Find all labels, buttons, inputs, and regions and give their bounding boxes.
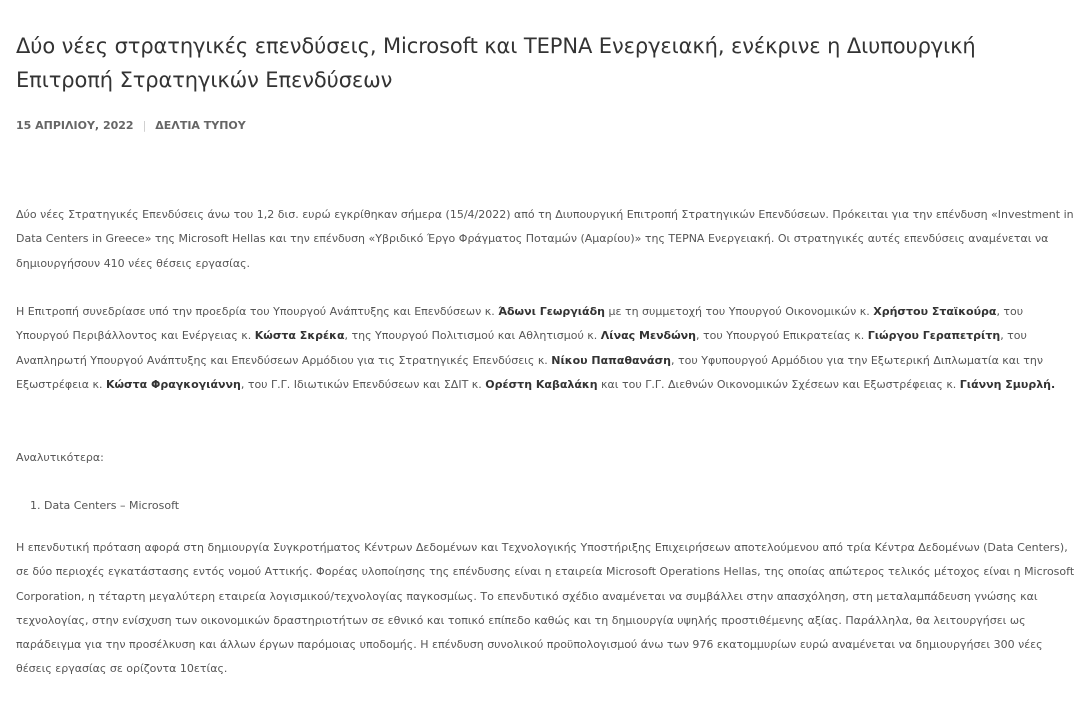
minister-name: Νίκου Παπαθανάση — [551, 353, 672, 367]
publish-date: 15 ΑΠΡΙΛΙΟΥ, 2022 — [16, 119, 134, 132]
text-segment: και του Γ.Γ. Διεθνών Οικονομικών Σχέσεων και Εξωστρέφειας κ. — [597, 377, 960, 391]
microsoft-paragraph: Η επενδυτική πρόταση αφορά στη δημιουργία Συγκροτήματος Κέντρων Δεδομένων και Τεχνολογικής Υποστήριξης Επιχειρήσεων αποτελούμενου από τρία Κέντρα Δεδομένων (Data Centers), σε δύο περιοχές εγκατάστασης εντός νομού Αττικής. Φορέας υλοποίησης της επένδυσης είναι η εταιρεία Microsoft Operations Hellas, της οποίας απώτερος τελικός μέτοχος είναι η Microsoft Corporation, η τέταρτη μεγαλύτερη εταιρεία λογισμικού/τεχνολογίας παγκοσμίως. Το επενδυτικό σχέδιο αναμένεται να συμβάλλει στην απασχόληση, στη μεταλαμπάδευση γνώσης και τεχνολογίας, στην ενίσχυση των οικονομικών δραστηριοτήτων σε εθνικό και τοπικό επίπεδο καθώς και τη δημιουργία υψηλής προστιθέμενης αξίας. Παράλληλα, θα λειτουργήσει ως παράδειγμα για την προσέλκυση και άλλων έργων παρόμοιας υποδομής. Η επένδυση συνολικού προϋπολογισμού άνω των 976 εκατομμυρίων ευρώ αναμένεται να δημιουργήσει 300 νέες θέσεις εργασίας σε ορίζοντα 10ετίας. — [16, 541, 1075, 676]
investment-list — [30, 494, 179, 518]
minister-name: Ορέστη Καβαλάκη — [485, 377, 598, 391]
text-segment: , του Υπουργού Περιβάλλοντος και Ενέργειας κ. — [16, 305, 1024, 343]
list-item: 1. Data Centers – Microsoft — [30, 499, 180, 512]
article-title: Δύο νέες στρατηγικές επενδύσεις, Microsoft και ΤΕΡΝΑ Ενεργειακή, ενέκρινε η Διυπουργική Επιτροπή Στρατηγικών Επενδύσεων — [16, 34, 976, 92]
minister-name: Γιώργου Γεραπετρίτη — [867, 329, 1001, 343]
details-heading: Αναλυτικότερα: — [16, 451, 104, 464]
text-segment: , του Γ.Γ. Ιδιωτικών Επενδύσεων και ΣΔΙΤ κ. — [240, 377, 486, 391]
text-segment: με τη συμμετοχή του Υπουργού Οικονομικών κ. — [605, 305, 874, 318]
minister-name: Κώστα Σκρέκα — [254, 329, 345, 343]
minister-name: Άδωνι Γεωργιάδη — [498, 305, 606, 318]
text-segment: , του Αναπληρωτή Υπουργού Ανάπτυξης και Επενδύσεων Αρμόδιου για τις Στρατηγικές Επενδύσεις κ. — [16, 329, 1027, 367]
committee-paragraph — [16, 300, 1076, 397]
minister-name: Κώστα Φραγκογιάννη — [105, 377, 241, 391]
text-segment: Η Επιτροπή συνεδρίασε υπό την προεδρία του Υπουργού Ανάπτυξης και Επενδύσεων κ. — [16, 305, 499, 318]
text-segment: , της Υπουργού Πολιτισμού και Αθλητισμού κ. — [344, 329, 601, 343]
article-meta — [16, 118, 246, 134]
minister-name: Λίνας Μενδώνη — [600, 329, 696, 343]
minister-name: Γιάννη Σμυρλή. — [959, 377, 1056, 391]
text-segment: , του Υφυπουργού Αρμόδιου για την Εξωτερική Διπλωματία και την Εξωστρέφεια κ. — [16, 353, 1044, 391]
meta-separator: | — [142, 119, 147, 132]
minister-name: Χρήστου Σταϊκούρα — [873, 305, 997, 318]
category-link[interactable]: ΔΕΛΤΙΑ ΤΥΠΟΥ — [155, 119, 246, 132]
intro-paragraph: Δύο νέες Στρατηγικές Επενδύσεις άνω του 1,2 δισ. ευρώ εγκρίθηκαν σήμερα (15/4/2022) από τη Διυπουργική Επιτροπή Στρατηγικών Επενδύσεων. Πρόκειται για την επένδυση «Investment in Data Centers in Greece» της Microsoft Hellas και την επένδυση «Υβριδικό Έργο Φράγματος Ποταμών (Αμαρίου)» της ΤΕΡΝΑ Ενεργειακή. Οι στρατηγικές αυτές επενδύσεις αναμένεται να δημιουργήσουν 410 νέες θέσεις εργασίας. — [16, 208, 1074, 270]
text-segment: , του Υπουργού Επικρατείας κ. — [696, 329, 868, 343]
